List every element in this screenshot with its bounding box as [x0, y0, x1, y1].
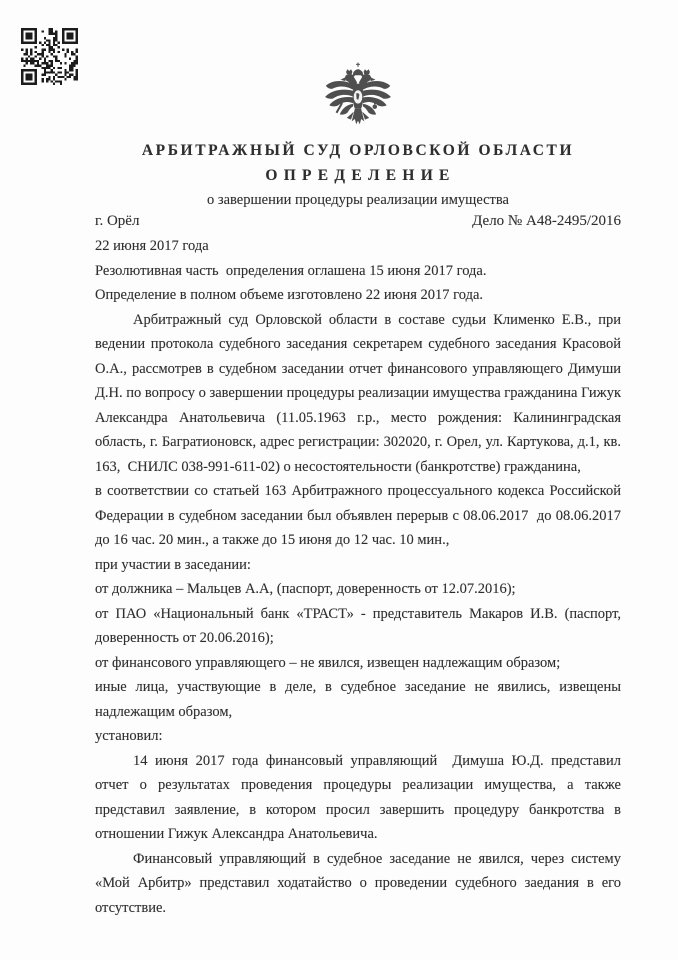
attendance-header: при участии в заседании: [95, 556, 251, 573]
recess-paragraph: в соответствии со статьей 163 Арбитражного процессуального кодекса Российской Федерации в судебном заседании был объявлен перерыв с 08.06.2017 до 08.06.2017 до 16 час. 20 мин., а также до 15 июня до 12 час. 10 мин., [95, 483, 625, 548]
coat-of-arms-icon [95, 62, 621, 136]
document-body [95, 234, 625, 920]
ustanovil-line: установил: [95, 728, 163, 744]
report-paragraph: 14 июня 2017 года финансовый управляющий Димуша Ю.Д. представил отчет о результатах проведения процедуры реализации имущества, а также представил заявление, в котором просил завершить процедуру банкротства в отношении Гижук Александра Анатольевича. [95, 752, 625, 842]
document-type-heading: О П Р Е Д Е Л Е Н И Е [265, 167, 451, 184]
full-text-made: Определение в полном объеме изготовлено 22 июня 2017 года. [95, 287, 484, 303]
document-subject-line: о завершении процедуры реализации имущества [206, 192, 509, 208]
court-name-heading: АРБИТРАЖНЫЙ СУД ОРЛОВСКОЙ ОБЛАСТИ [141, 142, 575, 159]
date-line: 22 июня 2017 года [95, 238, 209, 254]
court-composition-paragraph: Арбитражный суд Орловской области в составе судьи Клименко Е.В., при ведении протокола судебного заседания секретарем судебного заседания Красовой О.А., рассмотрев в судебном заседании отчет финансового управляющего Димуши Д.Н. по вопросу о завершении процедуры реализации имущества гражданина Гижук Александра Анатольевича (11.05.1963 г.р., место рождения: Калининградская область, г. Багратионовск, адрес регистрации: 302020, г. Орел, ул. Картукова, д.1, кв. 163, СНИЛС 038-991-611-02) о несостоятельности (банкротстве) гражданина, [95, 311, 625, 475]
attendee-manager: от финансового управляющего – не явился, извещен надлежащим образом; [95, 654, 561, 671]
case-number: Дело № А48-2495/2016 [472, 213, 621, 229]
petition-paragraph: Финансовый управляющий в судебное заседание не явился, через систему «Мой Арбитр» представил ходатайство о проведении судебного заедания в его отсутствие. [95, 850, 625, 916]
meta-row [95, 213, 621, 230]
attendee-bank: от ПАО «Национальный банк «ТРАСТ» - представитель Макаров И.В. (паспорт, доверенность от 20.06.2016); [95, 605, 625, 646]
resolution-announced: Резолютивная часть определения оглашена 15 июня 2017 года. [95, 262, 487, 279]
qr-code-icon [21, 28, 78, 85]
other-persons-line: иные лица, участвующие в деле, в судебное заседание не явились, извещены надлежащим образом, [95, 679, 625, 720]
attendee-debtor: от должника – Мальцев А.А, (паспорт, доверенность от 12.07.2016); [95, 581, 516, 597]
city-label: г. Орёл [95, 213, 140, 229]
